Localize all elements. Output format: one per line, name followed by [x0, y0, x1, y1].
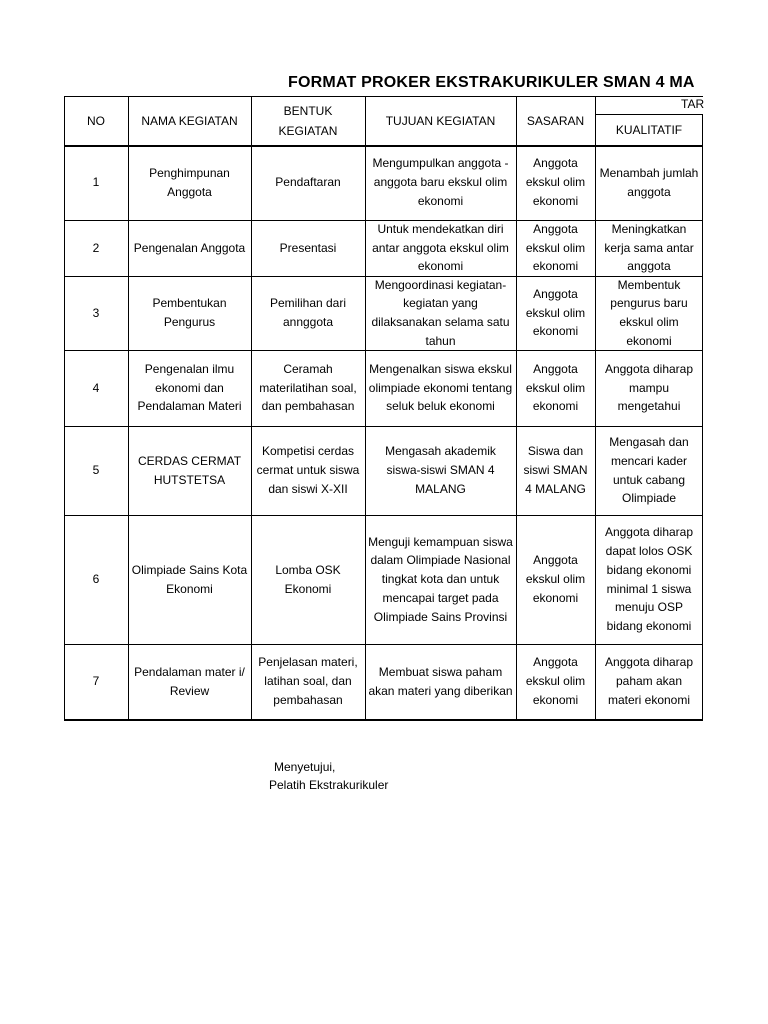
- activity-target: Siswa dan siswi SMAN 4 MALANG: [523, 444, 588, 496]
- table-border: [702, 114, 703, 720]
- activity-name: Olimpiade Sains Kota Ekonomi: [131, 562, 248, 596]
- qualitative-target: Anggota diharap mampu mengetahui: [604, 361, 694, 414]
- qualitative-target: Membentuk pengurus baru ekskul olim ekonomi: [610, 277, 688, 348]
- activity-form: Ceramah materilatihan soal, dan pembahasan: [259, 361, 357, 414]
- activity-goal: Membuat siswa paham akan materi yang diberikan: [368, 664, 513, 698]
- activity-name: Penghimpunan Anggota: [149, 165, 230, 199]
- activity-goal: Mengoordinasi kegiatan-kegiatan yang dilaksanakan selama satu tahun: [371, 277, 510, 348]
- qualitative-target: Anggota diharap paham akan materi ekonomi: [604, 655, 694, 707]
- row-number: 7: [92, 674, 100, 689]
- activity-target: Anggota ekskul olim ekonomi: [525, 655, 586, 707]
- approval-label: Menyetujui,: [274, 760, 336, 774]
- header-qualitative: KUALITATIF: [615, 122, 683, 137]
- activity-target: Anggota ekskul olim ekonomi: [525, 553, 586, 605]
- row-number: 1: [92, 175, 100, 190]
- activity-name: Pendalaman mater i/ Review: [134, 664, 245, 698]
- activity-goal: Mengasah akademik siswa-siswi SMAN 4 MALANG: [385, 444, 496, 496]
- activity-goal: Untuk mendekatkan diri antar anggota ekskul olim ekonomi: [372, 221, 509, 274]
- row-number: 4: [92, 380, 100, 395]
- header-target-group: TAR: [681, 97, 705, 111]
- table-border: [595, 114, 703, 115]
- row-number: 6: [92, 572, 100, 587]
- header-activity-form: BENTUK KEGIATAN: [278, 103, 338, 138]
- qualitative-target: Mengasah dan mencari kader untuk cabang Olimpiade: [609, 435, 689, 506]
- table-border: [595, 96, 596, 720]
- signatory-role: Pelatih Ekstrakurikuler: [269, 778, 389, 792]
- activity-name: Pengenalan ilmu ekonomi dan Pendalaman Materi: [137, 361, 242, 414]
- header-activity-goal: TUJUAN KEGIATAN: [385, 113, 496, 128]
- table-border: [251, 96, 252, 720]
- activity-target: Anggota ekskul olim ekonomi: [525, 156, 586, 208]
- header-activity-name: NAMA KEGIATAN: [141, 113, 238, 128]
- table-border: [64, 96, 65, 720]
- activity-goal: Menguji kemampuan siswa dalam Olimpiade Nasional tingkat kota dan untuk mencapai target pada Olimpiade Sains Provinsi: [368, 534, 513, 624]
- table-border: [64, 276, 703, 277]
- table-border: [516, 96, 517, 720]
- header-no: NO: [87, 113, 105, 128]
- activity-form: Pendaftaran: [275, 175, 341, 190]
- qualitative-target: Menambah jumlah anggota: [599, 165, 699, 199]
- document-title: FORMAT PROKER EKSTRAKURIKULER SMAN 4 MA: [288, 74, 695, 91]
- table-border: [64, 96, 703, 97]
- table-border: [64, 644, 703, 645]
- activity-goal: Mengenalkan siswa ekskul olimpiade ekonomi tentang seluk beluk ekonomi: [368, 361, 513, 414]
- table-border: [128, 96, 129, 720]
- header-target: SASARAN: [526, 113, 585, 128]
- table-border: [64, 515, 703, 516]
- table-border: [64, 145, 703, 147]
- activity-name: Pengenalan Anggota: [133, 240, 246, 255]
- table-border: [64, 350, 703, 351]
- qualitative-target: Anggota diharap dapat lolos OSK bidang ekonomi minimal 1 siswa menuju OSP bidang ekonomi: [604, 525, 694, 633]
- activity-goal: Mengumpulkan anggota - anggota baru ekskul olim ekonomi: [372, 156, 509, 208]
- activity-name: Pembentukan Pengurus: [152, 296, 227, 329]
- activity-target: Anggota ekskul olim ekonomi: [525, 286, 586, 339]
- table-border: [365, 96, 366, 720]
- activity-name: CERDAS CERMAT HUTSTETSA: [137, 453, 242, 487]
- activity-form: Pemilihan dari annggota: [269, 296, 347, 329]
- activity-target: Anggota ekskul olim ekonomi: [525, 361, 586, 414]
- row-number: 5: [92, 463, 100, 478]
- qualitative-target: Meningkatkan kerja sama antar anggota: [604, 221, 694, 274]
- row-number: 2: [92, 240, 100, 255]
- activity-form: Kompetisi cerdas cermat untuk siswa dan siswi X-XII: [256, 444, 360, 496]
- table-border: [64, 426, 703, 427]
- table-border: [64, 220, 703, 221]
- activity-form: Lomba OSK Ekonomi: [275, 562, 341, 596]
- activity-form: Presentasi: [279, 240, 337, 255]
- table-border: [64, 719, 703, 721]
- activity-form: Penjelasan materi, latihan soal, dan pembahasan: [258, 655, 358, 707]
- activity-target: Anggota ekskul olim ekonomi: [525, 221, 586, 274]
- row-number: 3: [92, 305, 100, 320]
